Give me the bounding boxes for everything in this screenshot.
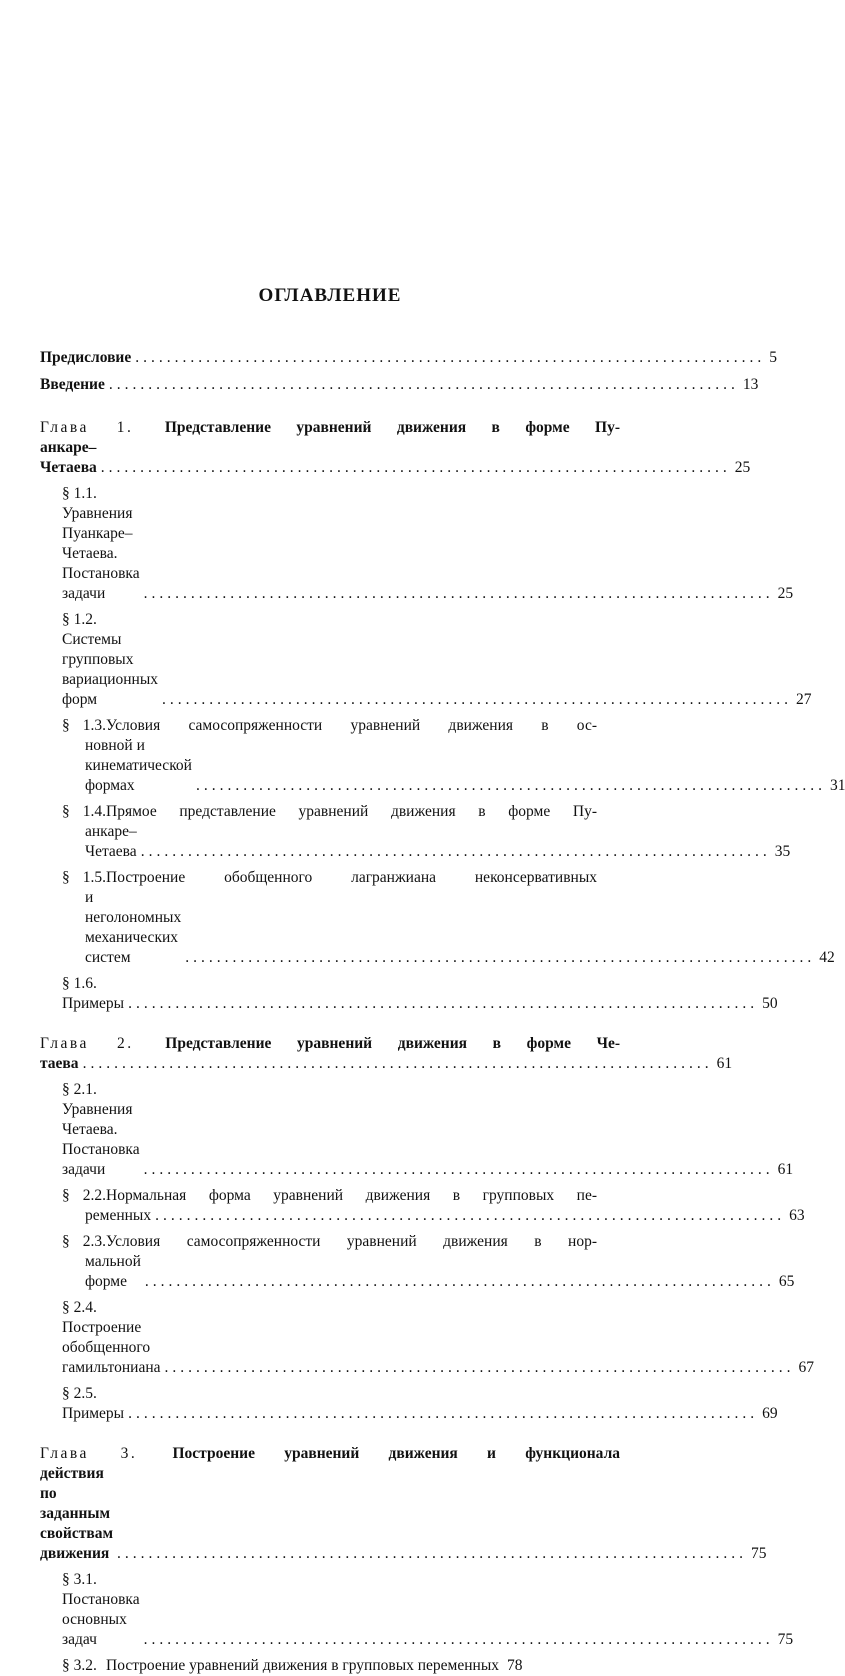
section-number: § 2.4. [62, 1299, 97, 1316]
page-title: ОГЛАВЛЕНИЕ [258, 285, 402, 306]
leader-dots: ................................................................................ [140, 843, 771, 860]
section-number: § 3.2. [62, 1657, 97, 1674]
section-title: Нормальная форма уравнений движения в групповых пе- [106, 1187, 597, 1204]
chapter-heading[interactable] [40, 1034, 620, 1054]
chapter-heading[interactable] [40, 1444, 620, 1464]
section-title-continuation: анкаре–Четаева [85, 823, 137, 860]
toc-page-number: 61 [777, 1161, 794, 1178]
section-number: § 3.1. [62, 1571, 97, 1588]
section-number: § 2.3. [62, 1233, 106, 1250]
section-title: Уравнения Четаева. Постановка задачи [62, 1101, 140, 1178]
section-title: Постановка основных задач [62, 1591, 140, 1648]
toc-entry-introduction[interactable] [40, 371, 759, 398]
leader-dots: ................................................................................ [144, 1273, 775, 1290]
section-title: Примеры [62, 1405, 125, 1422]
toc-page-number: 31 [829, 777, 845, 794]
toc-entry-label: Введение [40, 375, 105, 393]
section-number: § 1.5. [62, 869, 106, 886]
toc-page-number: 27 [796, 691, 812, 708]
leader-dots: ................................................................................ [82, 1055, 713, 1072]
leader-dots: ................................................................................ [155, 1207, 786, 1224]
toc-page-number: 78 [507, 1657, 523, 1674]
section-title: Примеры [62, 995, 125, 1012]
toc-section-3-1[interactable] [62, 1570, 794, 1650]
toc-section-3-2[interactable] [62, 1656, 620, 1676]
leader-dots: ................................................................................ [135, 348, 766, 366]
chapter-title: Представление уравнений движения в форме Пу- [164, 419, 620, 436]
toc-section-1-2[interactable] [62, 610, 812, 710]
leader-dots: ................................................................................ [100, 459, 731, 476]
section-title-continuation: и неголономных механических систем [85, 889, 182, 966]
section-number: § 1.1. [62, 485, 97, 502]
leader-dots: ................................................................................ [143, 1631, 774, 1648]
toc-section-1-3[interactable] [62, 716, 845, 796]
section-number: § 1.6. [62, 975, 97, 992]
toc-page-number: 67 [798, 1359, 815, 1376]
leader-dots: ................................................................................ [162, 691, 793, 708]
toc-chapter-3 [40, 1444, 794, 1676]
leader-dots: ................................................................................ [195, 777, 826, 794]
toc-section-1-6[interactable] [62, 974, 778, 1014]
section-number: § 1.3. [62, 717, 106, 734]
toc-section-2-3[interactable] [62, 1232, 795, 1292]
chapter-title: Построение уравнений движения и функционала [172, 1445, 621, 1462]
toc-chapter-1 [40, 418, 845, 1014]
section-title-continuation: ременных [85, 1207, 152, 1224]
toc-entry-label: Предисловие [40, 348, 132, 366]
section-title-continuation: новной и кинематической формах [85, 737, 192, 794]
toc-page-number: 25 [777, 585, 794, 602]
section-number: § 2.1. [62, 1081, 97, 1098]
chapter-label: Глава 2. [40, 1035, 134, 1052]
leader-dots: ................................................................................ [128, 995, 759, 1012]
toc-page-number: 5 [769, 348, 777, 366]
toc-section-2-4[interactable] [62, 1298, 815, 1378]
toc-page-number: 13 [742, 375, 759, 393]
chapter-label: Глава 1. [40, 419, 134, 436]
toc-page-number: 50 [762, 995, 778, 1012]
chapter-title-continuation: действия по заданным свойствам движения [40, 1465, 113, 1562]
toc-section-2-5[interactable] [62, 1384, 778, 1424]
toc-section-1-1[interactable] [62, 484, 794, 604]
chapter-heading-continuation[interactable] [40, 1464, 767, 1564]
chapter-heading-continuation[interactable] [40, 438, 751, 478]
toc-page-number: 25 [734, 459, 751, 476]
toc-page-number: 63 [789, 1207, 805, 1224]
toc-section-2-1[interactable] [62, 1080, 794, 1180]
chapter-title-continuation: анкаре–Четаева [40, 439, 97, 476]
leader-dots: ................................................................................ [128, 1405, 759, 1422]
leader-dots: ................................................................................ [185, 949, 816, 966]
toc-section-1-4[interactable] [62, 802, 791, 862]
section-title: Системы групповых вариационных форм [62, 631, 159, 708]
section-title: Уравнения Пуанкаре–Четаева. Постановка задачи [62, 505, 140, 602]
toc-page-number: 75 [777, 1631, 794, 1648]
toc-page-number: 75 [751, 1545, 767, 1562]
toc-page-number: 61 [716, 1055, 733, 1072]
toc-entry-preface[interactable] [40, 344, 777, 371]
section-title: Построение уравнений движения в групповых переменных [106, 1657, 499, 1674]
chapter-heading-continuation[interactable] [40, 1054, 733, 1074]
toc-page-number: 42 [819, 949, 835, 966]
section-number: § 1.2. [62, 611, 97, 628]
section-title: Построение обобщенного лагранжиана неконсервативных [106, 869, 597, 886]
toc-page-number: 69 [762, 1405, 778, 1422]
section-number: § 1.4. [62, 803, 106, 820]
leader-dots: ................................................................................ [108, 375, 739, 393]
leader-dots: ................................................................................ [164, 1359, 795, 1376]
section-title: Построение обобщенного гамильтониана [62, 1319, 161, 1376]
chapter-title-continuation: таева [40, 1055, 79, 1072]
toc-page-number: 35 [774, 843, 791, 860]
section-title: Прямое представление уравнений движения в форме Пу- [106, 803, 597, 820]
toc-page-number: 65 [778, 1273, 795, 1290]
section-title-continuation: мальной форме [85, 1253, 141, 1290]
chapter-title: Представление уравнений движения в форме Че- [165, 1035, 620, 1052]
toc-section-2-2[interactable] [62, 1186, 805, 1226]
toc-chapter-2 [40, 1034, 815, 1424]
section-number: § 2.2. [62, 1187, 106, 1204]
chapter-heading[interactable] [40, 418, 620, 438]
chapter-label: Глава 3. [40, 1445, 138, 1462]
leader-dots: ................................................................................ [117, 1545, 747, 1562]
leader-dots: ................................................................................ [143, 585, 774, 602]
table-of-contents [40, 344, 845, 1676]
section-title: Условия самосопряженности уравнений движения в нор- [106, 1233, 597, 1250]
section-number: § 2.5. [62, 1385, 97, 1402]
section-title: Условия самосопряженности уравнений движения в ос- [106, 717, 597, 734]
leader-dots: ................................................................................ [143, 1161, 774, 1178]
toc-section-1-5[interactable] [62, 868, 835, 968]
